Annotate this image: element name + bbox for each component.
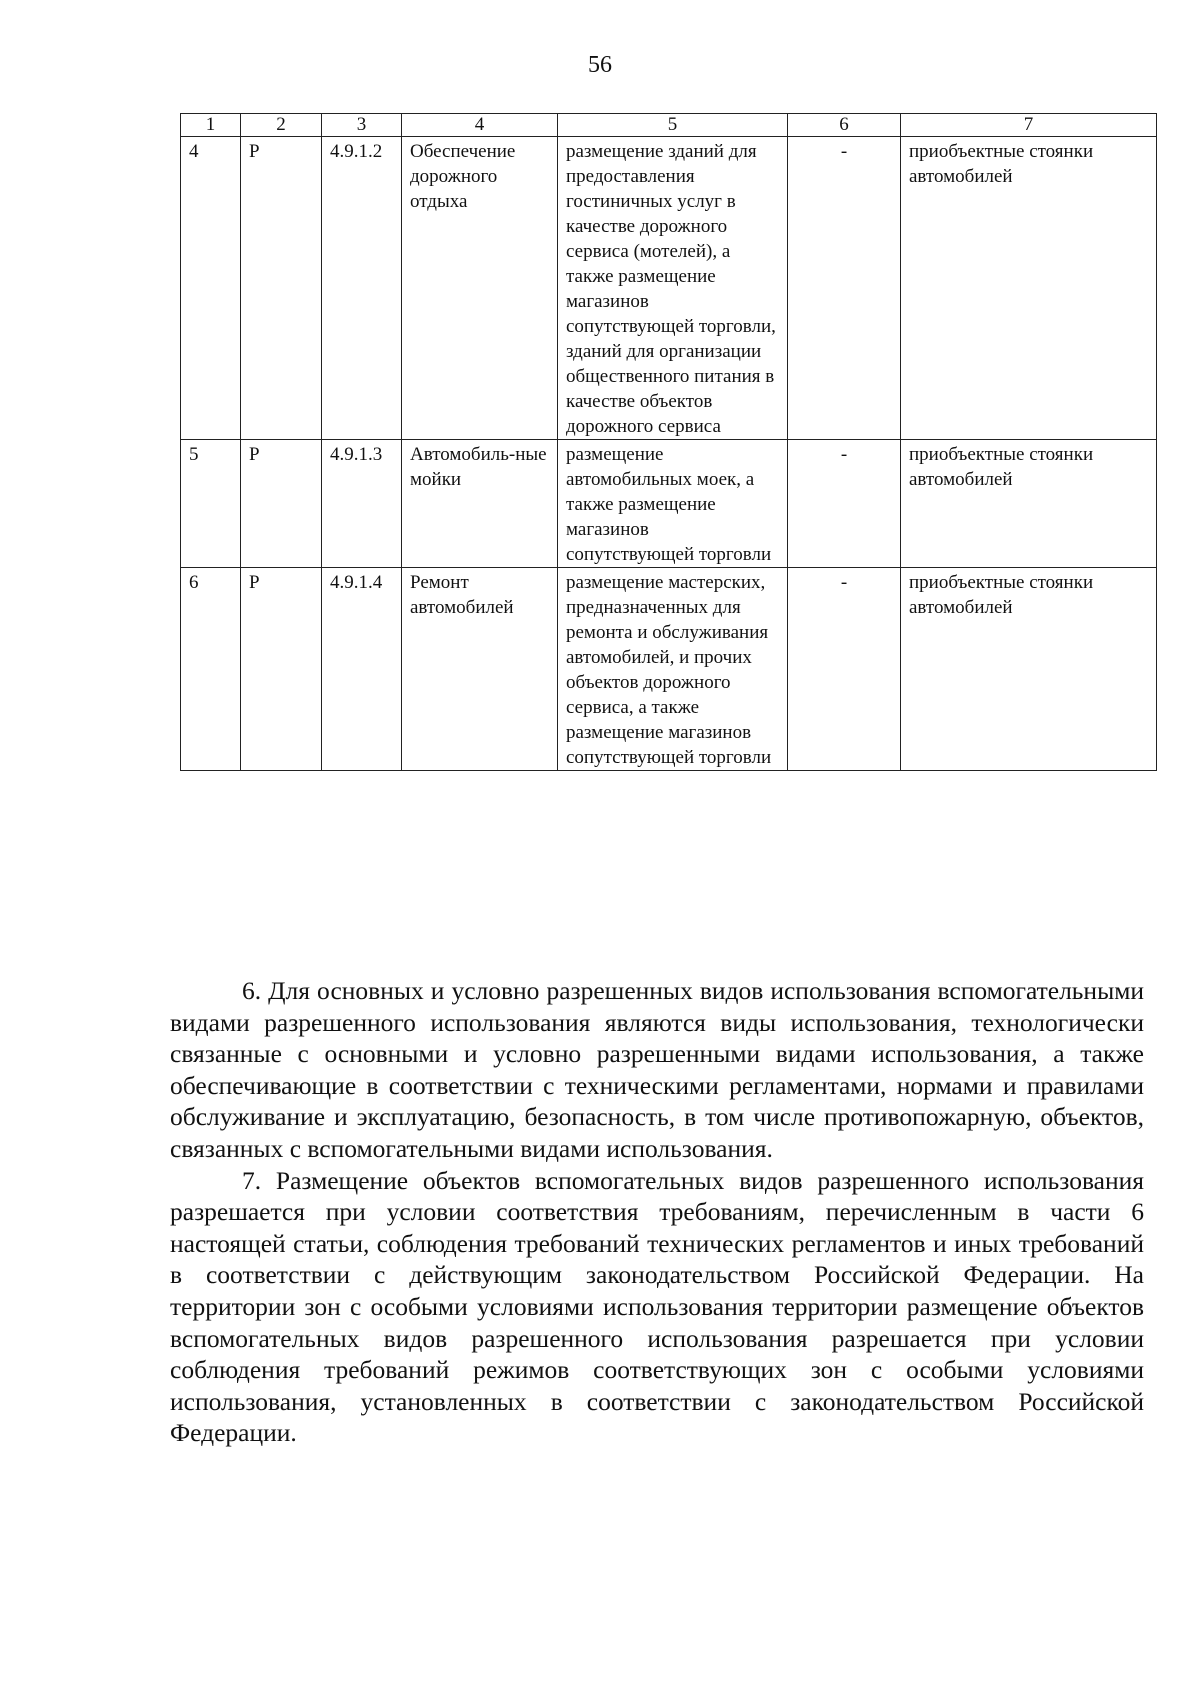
- row-code: 4.9.1.3: [322, 440, 402, 568]
- paragraph-6: 6. Для основных и условно разрешенных видов использования вспомогательными видами разрешенного использования являются виды использования, технологически связанные с основными и условно разрешенными видами использования, а также обеспечивающие в соответствии с техническими регламентами, нормами и правилами обслуживание и эксплуатацию, безопасность, в том числе противопожарную, объектов, связанных с вспомогательными видами использования.: [170, 976, 1144, 1163]
- header-col-6: 6: [788, 114, 901, 137]
- row-name: Ремонт автомобилей: [402, 568, 558, 771]
- header-col-2: 2: [241, 114, 322, 137]
- row-name: Обеспечение дорожного отдыха: [402, 137, 558, 440]
- row-auxiliary: приобъектные стоянки автомобилей: [901, 137, 1157, 440]
- row-code: 4.9.1.2: [322, 137, 402, 440]
- row-description: размещение автомобильных моек, а также размещение магазинов сопутствующей торговли: [558, 440, 788, 568]
- header-col-5: 5: [558, 114, 788, 137]
- body-text: [170, 975, 1144, 1449]
- table-row: [181, 137, 1157, 440]
- row-letter: Р: [241, 568, 322, 771]
- paragraph-7: 7. Размещение объектов вспомогательных видов разрешенного использования разрешается при условии соответствия требованиям, перечисленным в части 6 настоящей статьи, соблюдения требований технических регламентов и иных требований в соответствии с действующим законодательством Российской Федерации. На территории зон с особыми условиями использования территории размещение объектов вспомогательных видов разрешенного использования разрешается при условии соблюдения требований режимов соответствующих зон с особыми условиями использования, установленных в соответствии с законодательством Российской Федерации.: [170, 1165, 1144, 1448]
- row-code: 4.9.1.4: [322, 568, 402, 771]
- header-col-3: 3: [322, 114, 402, 137]
- table-row: [181, 440, 1157, 568]
- row-number: 5: [181, 440, 241, 568]
- row-description: размещение зданий для предоставления гостиничных услуг в качестве дорожного сервиса (мотелей), а также размещение магазинов сопутствующей торговли, зданий для организации общественного питания в качестве объектов дорожного сервиса: [558, 137, 788, 440]
- row-letter: Р: [241, 440, 322, 568]
- row-col6: -: [788, 137, 901, 440]
- row-col6: -: [788, 568, 901, 771]
- table-row: [181, 568, 1157, 771]
- row-description: размещение мастерских, предназначенных для ремонта и обслуживания автомобилей, и прочих объектов дорожного сервиса, а также размещение магазинов сопутствующей торговли: [558, 568, 788, 771]
- row-letter: Р: [241, 137, 322, 440]
- table-header-row: [181, 114, 1157, 137]
- row-auxiliary: приобъектные стоянки автомобилей: [901, 568, 1157, 771]
- row-auxiliary: приобъектные стоянки автомобилей: [901, 440, 1157, 568]
- page-number: 56: [588, 52, 612, 78]
- header-col-7: 7: [901, 114, 1157, 137]
- header-col-4: 4: [402, 114, 558, 137]
- row-number: 6: [181, 568, 241, 771]
- header-col-1: 1: [181, 114, 241, 137]
- row-col6: -: [788, 440, 901, 568]
- row-name: Автомобиль-ные мойки: [402, 440, 558, 568]
- row-number: 4: [181, 137, 241, 440]
- land-use-table: [180, 113, 1157, 771]
